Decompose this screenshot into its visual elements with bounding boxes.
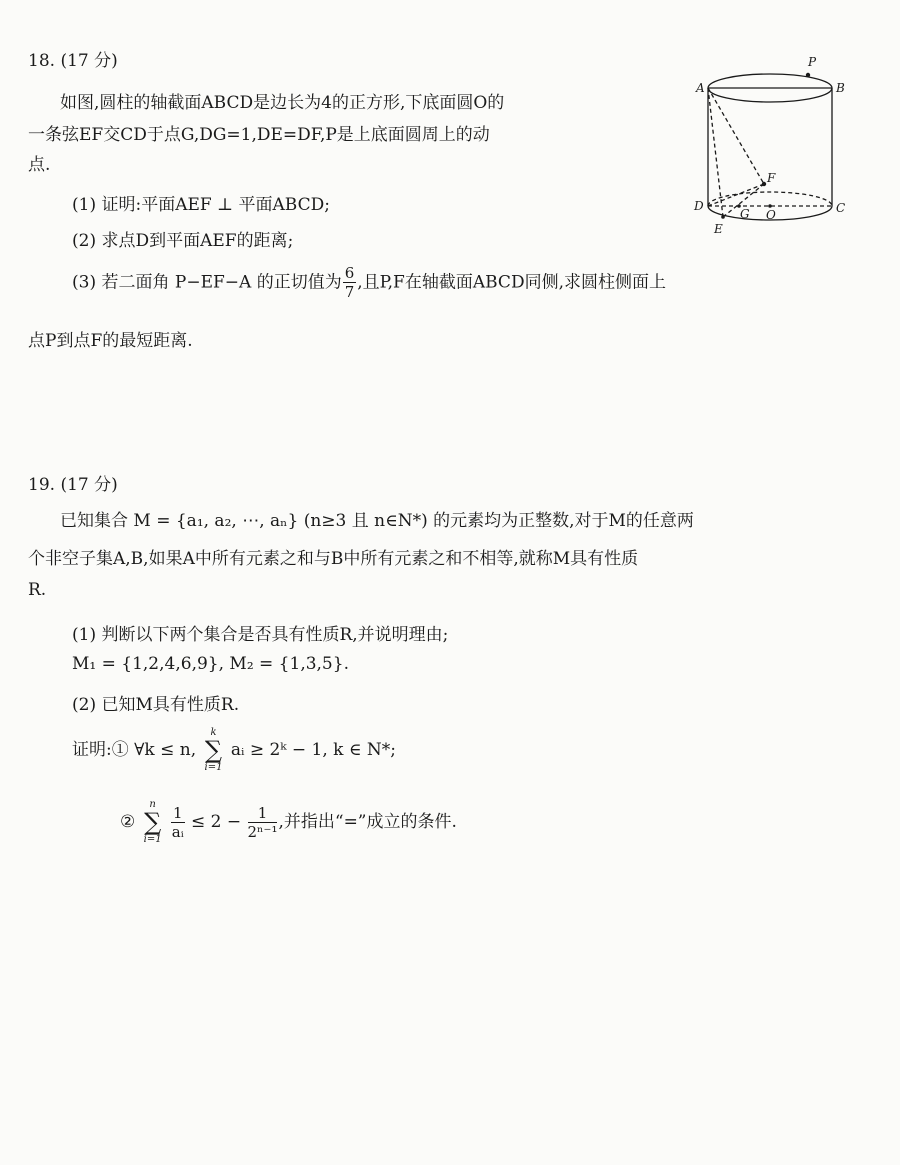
point-P [806, 73, 810, 77]
sigma-symbol: ∑ [204, 736, 223, 764]
q19-proof1-pre: 证明:① ∀k ≤ n, [72, 740, 197, 761]
sum-lower-limit: i=1 [204, 762, 223, 774]
fraction-denominator: 7 [344, 283, 355, 301]
sum-upper-limit: k [210, 727, 217, 738]
q19-intro-line2: 个非空子集A,B,如果A中所有元素之和与B中所有元素之和不相等,就称M具有性质 [28, 549, 639, 569]
segment-DF [708, 184, 764, 206]
q19-intro-line1: 已知集合 M = {a₁, a₂, ⋯, aₙ} (n≥3 且 n∈N*) 的元素均为正整数,对于M的任意两 [60, 511, 694, 531]
q19-proof1 [72, 728, 396, 773]
fraction-denominator: 2ⁿ⁻¹ [247, 822, 278, 841]
q18-part3-line2: 点P到点F的最短距离. [28, 331, 193, 351]
q18-part3-post: ,且P,F在轴截面ABCD同侧,求圆柱侧面上 [357, 272, 666, 293]
label-A: A [696, 81, 705, 95]
q18-intro-line1: 如图,圆柱的轴截面ABCD是边长为4的正方形,下底面圆O的 [60, 93, 505, 113]
fraction-numerator: 1 [173, 803, 183, 822]
bottom-base-back-arc [708, 192, 832, 206]
q19-proof2-post: ,并指出“=”成立的条件. [278, 812, 457, 833]
q19-proof2 [120, 800, 457, 845]
fraction-denominator: aᵢ [171, 822, 184, 841]
q19-part1: (1) 判断以下两个集合是否具有性质R,并说明理由; [72, 625, 449, 645]
cylinder-figure [690, 50, 860, 245]
fraction-numerator: 1 [248, 806, 278, 823]
fraction-1-over-ai [171, 803, 185, 841]
point-F [762, 182, 766, 186]
q19-proof2-mid: ≤ 2 − [190, 812, 242, 833]
label-P: P [808, 55, 817, 69]
q18-part3 [72, 266, 666, 300]
point-E [721, 215, 725, 219]
fraction-1-over-power [247, 803, 278, 841]
sigma-symbol: ∑ [144, 808, 162, 836]
label-G: G [740, 207, 750, 221]
label-O: O [766, 208, 776, 222]
q18-intro-line2: 一条弦EF交CD于点G,DG=1,DE=DF,P是上底面圆周上的动 [28, 125, 490, 145]
q18-part3-fraction [343, 266, 357, 300]
q19-proof1-post: aᵢ ≥ 2ᵏ − 1, k ∈ N*; [230, 740, 396, 761]
q19-number: 19. (17 分) [28, 475, 118, 495]
label-D: D [694, 199, 704, 213]
sum-upper-limit: n [149, 799, 156, 810]
segment-AF [708, 88, 764, 184]
summation-n [144, 800, 162, 845]
q19-proof2-pre: ② [120, 812, 136, 833]
summation-k [205, 728, 223, 773]
label-B: B [836, 81, 845, 95]
q18-intro-line3: 点. [28, 155, 51, 175]
q18-part2: (2) 求点D到平面AEF的距离; [72, 231, 294, 251]
q18-number: 18. (17 分) [28, 51, 118, 71]
fraction-numerator: 6 [344, 264, 355, 282]
q19-sets: M₁ = {1,2,4,6,9}, M₂ = {1,3,5}. [72, 654, 349, 674]
label-C: C [836, 201, 846, 215]
q19-part2: (2) 已知M具有性质R. [72, 695, 240, 715]
sum-lower-limit: i=1 [143, 834, 162, 846]
q19-intro-line3: R. [28, 580, 47, 600]
q18-part1: (1) 证明:平面AEF ⊥ 平面ABCD; [72, 195, 330, 215]
q18-part3-pre: (3) 若二面角 P−EF−A 的正切值为 [72, 272, 342, 293]
label-E: E [714, 222, 723, 236]
label-F: F [767, 171, 776, 185]
